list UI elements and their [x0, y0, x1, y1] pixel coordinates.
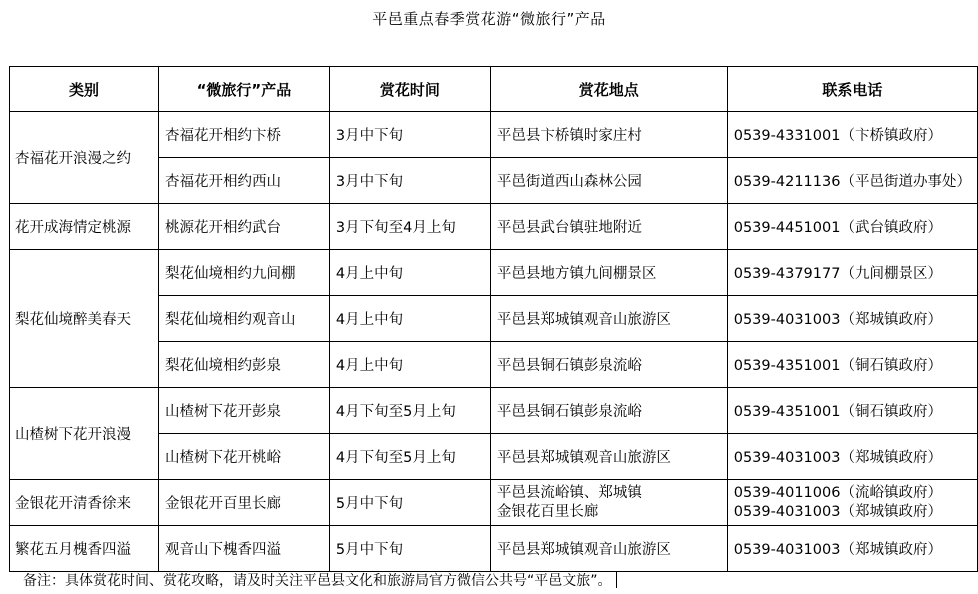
header-location: 赏花地点 [490, 67, 727, 112]
time-cell: 5月中下旬 [329, 480, 490, 526]
phone-cell: 0539-4351001（铜石镇政府） [727, 388, 977, 434]
product-cell: 金银花开百里长廊 [158, 480, 329, 526]
location-cell: 平邑县铜石镇彭泉流峪 [490, 388, 727, 434]
footnote [23, 570, 617, 590]
header-category: 类别 [10, 67, 159, 112]
header-product: “微旅行”产品 [158, 67, 329, 112]
product-cell: 梨花仙境相约九间棚 [158, 250, 329, 296]
category-cell: 杏福花开浪漫之约 [10, 112, 159, 204]
phone-cell: 0539-4031003（郑城镇政府） [727, 296, 977, 342]
phone-cell: 0539-4331001（卞桥镇政府） [727, 112, 977, 158]
location-cell: 平邑街道西山森林公园 [490, 158, 727, 204]
category-cell: 繁花五月槐香四溢 [10, 526, 159, 572]
category-cell: 山楂树下花开浪漫 [10, 388, 159, 480]
phone-cell: 0539-4211136（平邑街道办事处） [727, 158, 977, 204]
page-title: 平邑重点春季赏花游“微旅行”产品 [372, 10, 606, 28]
time-cell: 4月下旬至5月上旬 [329, 434, 490, 480]
phone-cell: 0539-4031003（郑城镇政府） [727, 434, 977, 480]
location-cell: 平邑县地方镇九间棚景区 [490, 250, 727, 296]
location-line: 平邑县流峪镇、郑城镇 [496, 484, 642, 501]
phone-cell: 0539-4031003（郑城镇政府） [727, 526, 977, 572]
phone-cell: 0539-4351001（铜石镇政府） [727, 342, 977, 388]
location-cell: 平邑县郑城镇观音山旅游区 [490, 526, 727, 572]
category-cell: 梨花仙境醉美春天 [10, 250, 159, 388]
table-row [10, 112, 978, 158]
product-cell: 梨花仙境相约彭泉 [158, 342, 329, 388]
time-cell: 3月中下旬 [329, 158, 490, 204]
location-cell: 平邑县卞桥镇时家庄村 [490, 112, 727, 158]
product-cell: 梨花仙境相约观音山 [158, 296, 329, 342]
location-cell [490, 480, 727, 526]
table-header-row [10, 67, 978, 112]
location-cell: 平邑县郑城镇观音山旅游区 [490, 434, 727, 480]
footnote-text: 备注：具体赏花时间、赏花攻略，请及时关注平邑县文化和旅游局官方微信公共号“平邑文旅”。 [23, 573, 612, 589]
product-cell: 杏福花开相约西山 [158, 158, 329, 204]
time-cell: 4月下旬至5月上旬 [329, 388, 490, 434]
table-row [10, 388, 978, 434]
phone-line: 0539-4011006（流峪镇政府） [733, 484, 942, 501]
product-cell: 山楂树下花开彭泉 [158, 388, 329, 434]
time-cell: 4月上中旬 [329, 296, 490, 342]
table-row [10, 526, 978, 572]
table-row [10, 204, 978, 250]
products-table [9, 66, 978, 572]
text-cursor [616, 571, 617, 588]
product-cell: 杏福花开相约卞桥 [158, 112, 329, 158]
location-line: 金银花百里长廊 [496, 503, 599, 520]
category-cell: 花开成海情定桃源 [10, 204, 159, 250]
time-cell: 3月下旬至4月上旬 [329, 204, 490, 250]
location-cell: 平邑县郑城镇观音山旅游区 [490, 296, 727, 342]
time-cell: 3月中下旬 [329, 112, 490, 158]
table-row [10, 250, 978, 296]
product-cell: 山楂树下花开桃峪 [158, 434, 329, 480]
header-phone: 联系电话 [727, 67, 977, 112]
category-cell: 金银花开清香徐来 [10, 480, 159, 526]
location-cell: 平邑县铜石镇彭泉流峪 [490, 342, 727, 388]
time-cell: 4月上中旬 [329, 342, 490, 388]
header-time: 赏花时间 [329, 67, 490, 112]
phone-cell: 0539-4379177（九间棚景区） [727, 250, 977, 296]
phone-cell [727, 480, 977, 526]
phone-cell: 0539-4451001（武台镇政府） [727, 204, 977, 250]
time-cell: 5月中下旬 [329, 526, 490, 572]
phone-line: 0539-4031003（郑城镇政府） [733, 503, 942, 520]
table-row [10, 480, 978, 526]
product-cell: 观音山下槐香四溢 [158, 526, 329, 572]
product-cell: 桃源花开相约武台 [158, 204, 329, 250]
location-cell: 平邑县武台镇驻地附近 [490, 204, 727, 250]
time-cell: 4月上中旬 [329, 250, 490, 296]
